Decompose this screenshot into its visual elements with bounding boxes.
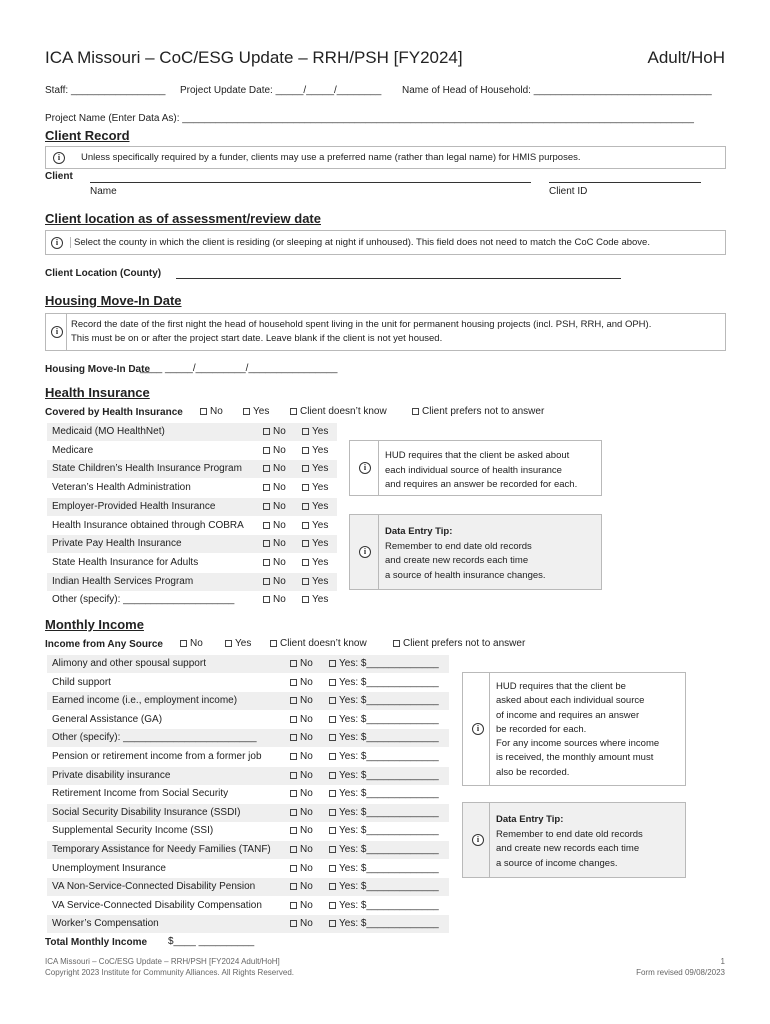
income-source-yes-amount[interactable]: Yes: $_____________ bbox=[329, 804, 439, 822]
income-source-yes-amount[interactable]: Yes: $_____________ bbox=[329, 767, 439, 785]
health-source-no[interactable]: No bbox=[263, 498, 286, 516]
income-source-label: VA Service-Connected Disability Compensation bbox=[52, 899, 262, 911]
info-icon: i bbox=[472, 723, 484, 735]
income-no-option[interactable]: No bbox=[180, 638, 203, 649]
income-source-row bbox=[47, 785, 449, 803]
covered-yes-option[interactable]: Yes bbox=[243, 406, 269, 417]
health-source-yes[interactable]: Yes bbox=[302, 517, 328, 535]
health-tip-line: a source of health insurance changes. bbox=[385, 569, 546, 581]
form-type: Adult/HoH bbox=[647, 48, 725, 67]
checkbox-icon bbox=[290, 809, 297, 816]
move-in-info-line1: Record the date of the first night the head of household spent living in the unit for permanent housing projects (incl. PSH, RRH, and OPH). bbox=[71, 319, 652, 330]
health-tip-box bbox=[349, 514, 602, 590]
location-info-text: Select the county in which the client is residing (or sleeping at night if unhoused). This field does not need to match the CoC Code above. bbox=[70, 237, 650, 248]
checkbox-icon bbox=[290, 753, 297, 760]
health-hud-line: HUD requires that the client be asked about bbox=[385, 450, 570, 461]
income-source-row bbox=[47, 729, 449, 747]
health-source-yes[interactable]: Yes bbox=[302, 554, 328, 572]
income-source-label: Earned income (i.e., employment income) bbox=[52, 695, 238, 707]
income-source-no[interactable]: No bbox=[290, 860, 313, 878]
income-source-yes-amount[interactable]: Yes: $_____________ bbox=[329, 674, 439, 692]
checkbox-icon bbox=[290, 408, 297, 415]
checkbox-icon bbox=[270, 640, 277, 647]
income-source-label: Pension or retirement income from a former job bbox=[52, 751, 262, 762]
income-hud-line: of income and requires an answer bbox=[496, 709, 640, 721]
checkbox-icon bbox=[302, 484, 309, 491]
checkbox-icon bbox=[290, 790, 297, 797]
health-source-no[interactable]: No bbox=[263, 460, 286, 478]
info-icon: i bbox=[472, 834, 484, 846]
income-tip-line: and create new records each time bbox=[496, 843, 640, 854]
income-source-label: Child support bbox=[52, 676, 111, 688]
update-date-field[interactable]: Project Update Date: _____/_____/________ bbox=[180, 85, 382, 96]
health-source-label: Indian Health Services Program bbox=[52, 575, 194, 587]
health-source-yes[interactable]: Yes bbox=[302, 442, 328, 460]
income-source-yes-amount[interactable]: Yes: $_____________ bbox=[329, 915, 439, 933]
checkbox-icon bbox=[329, 697, 336, 704]
health-source-row bbox=[47, 591, 337, 609]
checkbox-icon bbox=[263, 447, 270, 454]
checkbox-icon bbox=[329, 716, 336, 723]
income-source-yes-amount[interactable]: Yes: $_____________ bbox=[329, 822, 439, 840]
income-source-label: Supplemental Security Income (SSI) bbox=[52, 825, 214, 837]
income-source-row bbox=[47, 748, 449, 766]
move-in-date-input[interactable]: ____ _____/_________/________________ bbox=[140, 363, 338, 374]
staff-field[interactable]: Staff: _________________ bbox=[45, 85, 166, 96]
income-source-no[interactable]: No bbox=[290, 767, 313, 785]
income-source-row bbox=[47, 674, 449, 692]
income-source-no[interactable]: No bbox=[290, 785, 313, 803]
checkbox-icon bbox=[290, 772, 297, 779]
income-source-row bbox=[47, 655, 449, 673]
income-hud-line: be recorded for each. bbox=[496, 723, 587, 735]
checkbox-icon bbox=[329, 902, 336, 909]
client-name-input[interactable] bbox=[90, 172, 531, 183]
income-any-label: Income from Any Source bbox=[45, 639, 163, 650]
checkbox-icon bbox=[329, 734, 336, 741]
health-source-row bbox=[47, 460, 337, 478]
location-info bbox=[45, 230, 726, 255]
income-source-yes-amount[interactable]: Yes: $_____________ bbox=[329, 711, 439, 729]
checkbox-icon bbox=[302, 596, 309, 603]
health-source-no[interactable]: No bbox=[263, 535, 286, 553]
checkbox-icon bbox=[225, 640, 232, 647]
income-source-label: Alimony and other spousal support bbox=[52, 658, 206, 669]
name-caption: Name bbox=[90, 186, 117, 197]
client-id-caption: Client ID bbox=[549, 186, 588, 197]
checkbox-icon bbox=[393, 640, 400, 647]
county-label: Client Location (County) bbox=[45, 268, 162, 279]
health-source-label: Private Pay Health Insurance bbox=[52, 538, 182, 550]
covered-label: Covered by Health Insurance bbox=[45, 407, 183, 418]
checkbox-icon bbox=[290, 827, 297, 834]
health-hud-line: each individual source of health insurance bbox=[385, 464, 562, 476]
income-source-no[interactable]: No bbox=[290, 711, 313, 729]
health-source-no[interactable]: No bbox=[263, 517, 286, 535]
checkbox-icon bbox=[290, 716, 297, 723]
health-source-no[interactable]: No bbox=[263, 442, 286, 460]
checkbox-icon bbox=[290, 734, 297, 741]
income-tip-line: Remember to end date old records bbox=[496, 828, 643, 840]
total-income-label: Total Monthly Income bbox=[45, 937, 148, 948]
income-source-yes-amount[interactable]: Yes: $_____________ bbox=[329, 785, 439, 803]
income-source-no[interactable]: No bbox=[290, 841, 313, 859]
checkbox-icon bbox=[302, 540, 309, 547]
income-hud-line: For any income sources where income bbox=[496, 738, 660, 750]
health-source-row bbox=[47, 573, 337, 591]
checkbox-icon bbox=[302, 578, 309, 585]
checkbox-icon bbox=[263, 503, 270, 510]
income-source-yes-amount[interactable]: Yes: $_____________ bbox=[329, 692, 439, 710]
income-source-row bbox=[47, 804, 449, 822]
health-source-no[interactable]: No bbox=[263, 479, 286, 497]
income-source-label: Worker’s Compensation bbox=[52, 918, 159, 930]
income-source-yes-amount[interactable]: Yes: $_____________ bbox=[329, 860, 439, 878]
checkbox-icon bbox=[200, 408, 207, 415]
checkbox-icon bbox=[302, 503, 309, 510]
income-source-row bbox=[47, 878, 449, 896]
income-source-label: Temporary Assistance for Needy Families (TANF) bbox=[52, 844, 271, 855]
health-source-row bbox=[47, 517, 337, 535]
checkbox-icon bbox=[329, 827, 336, 834]
income-tip-line: a source of income changes. bbox=[496, 857, 618, 869]
checkbox-icon bbox=[329, 865, 336, 872]
health-source-row bbox=[47, 442, 337, 460]
county-input[interactable] bbox=[176, 268, 621, 279]
checkbox-icon bbox=[412, 408, 419, 415]
health-tip-title: Data Entry Tip: bbox=[385, 526, 453, 537]
info-icon: i bbox=[51, 237, 63, 249]
checkbox-icon bbox=[329, 790, 336, 797]
income-hud-line: HUD requires that the client be bbox=[496, 681, 626, 692]
income-hud-note bbox=[462, 672, 686, 786]
move-in-info bbox=[45, 313, 726, 351]
checkbox-icon bbox=[329, 846, 336, 853]
income-source-no[interactable]: No bbox=[290, 729, 313, 747]
checkbox-icon bbox=[302, 522, 309, 529]
covered-no-option[interactable]: No bbox=[200, 406, 223, 417]
income-source-no[interactable]: No bbox=[290, 822, 313, 840]
income-pref-option[interactable]: Client prefers not to answer bbox=[393, 638, 525, 649]
checkbox-icon bbox=[329, 772, 336, 779]
income-source-label: Private disability insurance bbox=[52, 769, 171, 781]
checkbox-icon bbox=[263, 522, 270, 529]
info-icon: i bbox=[53, 152, 65, 164]
health-source-yes[interactable]: Yes bbox=[302, 573, 328, 591]
checkbox-icon bbox=[290, 865, 297, 872]
health-source-no[interactable]: No bbox=[263, 554, 286, 572]
health-source-no[interactable]: No bbox=[263, 423, 286, 441]
income-source-row bbox=[47, 860, 449, 878]
income-source-yes-amount[interactable]: Yes: $_____________ bbox=[329, 897, 439, 915]
income-source-yes-amount[interactable]: Yes: $_____________ bbox=[329, 655, 439, 673]
health-source-row bbox=[47, 498, 337, 516]
client-record-heading: Client Record bbox=[45, 128, 130, 143]
health-source-yes[interactable]: Yes bbox=[302, 423, 328, 441]
income-source-no[interactable]: No bbox=[290, 655, 313, 673]
checkbox-icon bbox=[290, 883, 297, 890]
health-tip-line: and create new records each time bbox=[385, 555, 529, 566]
income-source-label: General Assistance (GA) bbox=[52, 713, 163, 725]
covered-dk-option[interactable]: Client doesn’t know bbox=[290, 406, 387, 417]
income-source-row bbox=[47, 915, 449, 933]
income-heading: Monthly Income bbox=[45, 617, 144, 632]
checkbox-icon bbox=[263, 465, 270, 472]
income-source-row bbox=[47, 822, 449, 840]
checkbox-icon bbox=[290, 902, 297, 909]
income-hud-line: is received, the monthly amount must bbox=[496, 752, 654, 764]
health-source-label: Veteran’s Health Administration bbox=[52, 482, 191, 494]
checkbox-icon bbox=[302, 465, 309, 472]
health-tip-line: Remember to end date old records bbox=[385, 540, 532, 552]
checkbox-icon bbox=[263, 559, 270, 566]
checkbox-icon bbox=[290, 697, 297, 704]
health-hud-note bbox=[349, 440, 602, 496]
income-hud-line: also be recorded. bbox=[496, 766, 570, 778]
health-source-label: State Health Insurance for Adults bbox=[52, 556, 199, 568]
checkbox-icon bbox=[243, 408, 250, 415]
checkbox-icon bbox=[290, 846, 297, 853]
checkbox-icon bbox=[302, 428, 309, 435]
footer-copyright: Copyright 2023 Institute for Community Alliances. All Rights Reserved. bbox=[45, 968, 295, 977]
income-source-row bbox=[47, 841, 449, 859]
checkbox-icon bbox=[263, 428, 270, 435]
income-source-row bbox=[47, 897, 449, 915]
health-source-yes[interactable]: Yes bbox=[302, 479, 328, 497]
checkbox-icon bbox=[290, 660, 297, 667]
checkbox-icon bbox=[290, 679, 297, 686]
income-source-label: Social Security Disability Insurance (SSDI) bbox=[52, 806, 241, 818]
client-record-info bbox=[45, 146, 726, 169]
checkbox-icon bbox=[329, 753, 336, 760]
income-source-no[interactable]: No bbox=[290, 897, 313, 915]
income-hud-line: asked about each individual source bbox=[496, 695, 645, 707]
client-label: Client bbox=[45, 171, 73, 182]
footer-revised: Form revised 09/08/2023 bbox=[636, 968, 725, 977]
income-source-yes-amount[interactable]: Yes: $_____________ bbox=[329, 748, 439, 766]
covered-pref-option[interactable]: Client prefers not to answer bbox=[412, 406, 544, 417]
project-name-field[interactable]: Project Name (Enter Data As): ____________________________________________________________________________________________ bbox=[45, 113, 694, 124]
income-source-yes-amount[interactable]: Yes: $_____________ bbox=[329, 729, 439, 747]
health-source-row bbox=[47, 535, 337, 553]
income-source-row bbox=[47, 711, 449, 729]
health-source-row bbox=[47, 554, 337, 572]
client-record-info-text: Unless specifically required by a funder, clients may use a preferred name (rather than legal name) for HMIS purposes. bbox=[81, 152, 581, 163]
income-source-no[interactable]: No bbox=[290, 674, 313, 692]
health-source-label: Medicaid (MO HealthNet) bbox=[52, 426, 165, 437]
info-icon: i bbox=[359, 462, 371, 474]
checkbox-icon bbox=[329, 660, 336, 667]
info-icon: i bbox=[359, 546, 371, 558]
footer-page-number: 1 bbox=[720, 957, 725, 966]
health-source-row bbox=[47, 479, 337, 497]
health-source-no[interactable]: No bbox=[263, 591, 286, 609]
income-tip-box bbox=[462, 802, 686, 878]
checkbox-icon bbox=[329, 883, 336, 890]
move-in-heading: Housing Move-In Date bbox=[45, 293, 182, 308]
checkbox-icon bbox=[263, 578, 270, 585]
health-source-yes[interactable]: Yes bbox=[302, 460, 328, 478]
income-source-no[interactable]: No bbox=[290, 915, 313, 933]
info-icon: i bbox=[51, 326, 63, 338]
income-source-no[interactable]: No bbox=[290, 878, 313, 896]
income-source-row bbox=[47, 692, 449, 710]
income-source-yes-amount[interactable]: Yes: $_____________ bbox=[329, 878, 439, 896]
income-source-no[interactable]: No bbox=[290, 748, 313, 766]
form-title: ICA Missouri – CoC/ESG Update – RRH/PSH [FY2024] bbox=[45, 48, 463, 67]
checkbox-icon bbox=[329, 679, 336, 686]
total-income-input[interactable]: $____ __________ bbox=[168, 936, 255, 947]
health-hud-line: and requires an answer be recorded for each. bbox=[385, 479, 578, 490]
client-id-input[interactable] bbox=[549, 172, 701, 183]
income-source-no[interactable]: No bbox=[290, 692, 313, 710]
health-source-yes[interactable]: Yes bbox=[302, 535, 328, 553]
checkbox-icon bbox=[302, 447, 309, 454]
health-source-yes[interactable]: Yes bbox=[302, 591, 328, 609]
income-source-label: VA Non-Service-Connected Disability Pension bbox=[52, 881, 256, 893]
health-source-label: Medicare bbox=[52, 444, 94, 456]
income-source-no[interactable]: No bbox=[290, 804, 313, 822]
footer-form-name: ICA Missouri – CoC/ESG Update – RRH/PSH [FY2024 Adult/HoH] bbox=[45, 957, 280, 966]
income-tip-title: Data Entry Tip: bbox=[496, 814, 564, 825]
move-in-label: Housing Move-In Date bbox=[45, 364, 151, 375]
income-source-label: Unemployment Insurance bbox=[52, 862, 166, 874]
health-source-label: State Children’s Health Insurance Program bbox=[52, 463, 242, 475]
health-source-label: Other (specify): ____________________ bbox=[52, 594, 235, 606]
income-source-label: Retirement Income from Social Security bbox=[52, 788, 229, 800]
checkbox-icon bbox=[180, 640, 187, 647]
location-heading: Client location as of assessment/review date bbox=[45, 211, 321, 226]
health-heading: Health Insurance bbox=[45, 385, 150, 400]
checkbox-icon bbox=[263, 540, 270, 547]
health-source-row bbox=[47, 423, 337, 441]
income-source-yes-amount[interactable]: Yes: $_____________ bbox=[329, 841, 439, 859]
checkbox-icon bbox=[329, 920, 336, 927]
health-source-yes[interactable]: Yes bbox=[302, 498, 328, 516]
income-source-label: Other (specify): ________________________ bbox=[52, 732, 257, 744]
health-source-no[interactable]: No bbox=[263, 573, 286, 591]
health-source-label: Employer-Provided Health Insurance bbox=[52, 500, 216, 512]
income-source-row bbox=[47, 767, 449, 785]
checkbox-icon bbox=[302, 559, 309, 566]
hoh-name-field[interactable]: Name of Head of Household: ________________________________ bbox=[402, 85, 712, 96]
checkbox-icon bbox=[290, 920, 297, 927]
checkbox-icon bbox=[329, 809, 336, 816]
move-in-info-line2: This must be on or after the project start date. Leave blank if the client is not yet housed. bbox=[71, 333, 443, 344]
income-dk-option[interactable]: Client doesn’t know bbox=[270, 638, 367, 649]
checkbox-icon bbox=[263, 484, 270, 491]
health-source-label: Health Insurance obtained through COBRA bbox=[52, 519, 244, 531]
checkbox-icon bbox=[263, 596, 270, 603]
income-yes-option[interactable]: Yes bbox=[225, 638, 251, 649]
